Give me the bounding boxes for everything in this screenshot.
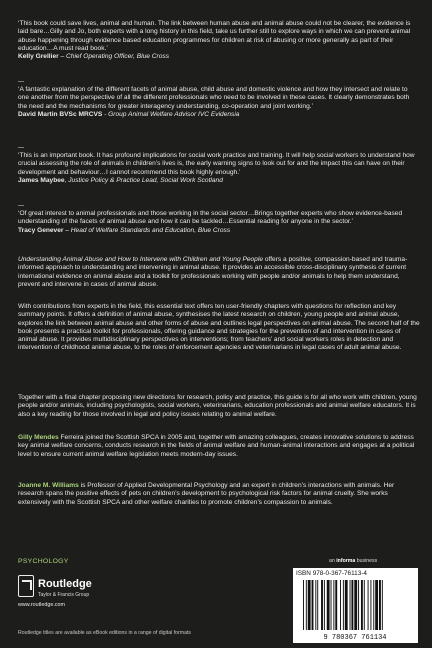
routledge-logo-icon bbox=[18, 575, 34, 597]
barcode-bar bbox=[379, 580, 381, 630]
quote-author-role: – Chief Operating Officer, Blue Cross bbox=[58, 53, 169, 61]
routledge-logo bbox=[18, 574, 92, 598]
quote-attribution bbox=[18, 177, 420, 185]
barcode-bar bbox=[364, 580, 365, 630]
quote-text: ‘This book could save lives, animal and human. The link between human abuse and animal abuse could not be clearer, the evidence is laid bare…Gilly and Jo, both experts with a long history in this field, take us further still to explore ways in which we can prevent animal abuse happening through evidence based education programmes for children at risk of abusing or more generally as part of their education…A must read book.’ bbox=[18, 20, 411, 52]
barcode-bar bbox=[370, 580, 371, 630]
quote-text: ‘This is an important book. It has profound implications for social work practice and training. It will help social workers to understand how crucial assessing the role of animals in children’s lives is, the early warning signs to look out for and the impact this can have on their development and behaviour…I cannot recommend this book highly enough.’ bbox=[18, 152, 415, 176]
quote-author-role: - Group Animal Welfare Advisor IVC Evidensia bbox=[102, 110, 240, 118]
endorsement-quote bbox=[18, 86, 420, 119]
publisher-name: Routledge bbox=[38, 578, 92, 590]
endorsement-quote bbox=[18, 20, 420, 61]
barcode-bar bbox=[375, 580, 378, 630]
barcode-bar bbox=[333, 580, 334, 630]
ebook-availability-note: Routledge titles are available as eBook editions in a range of digital formats bbox=[18, 630, 192, 636]
author-bio bbox=[18, 482, 420, 507]
quote-attribution bbox=[18, 111, 420, 119]
quote-text: ‘Of great interest to animal professionals and those working in the social sector…Brings together experts who show evidence-based understanding of the facets of animal abuse and how it can be tackled…Essential reading for anyone in the sector.’ bbox=[18, 210, 403, 226]
isbn-number: ISBN 978-0-367-76113-4 bbox=[296, 570, 367, 577]
book-description-intro bbox=[18, 256, 420, 289]
publisher-website: www.routledge.com bbox=[18, 602, 66, 608]
barcode-bar bbox=[368, 580, 369, 630]
barcode-bar bbox=[345, 580, 348, 630]
informa-prefix: an bbox=[329, 558, 335, 564]
barcode-digits: 9 780367 761134 bbox=[323, 634, 387, 642]
endorsement-quote bbox=[18, 210, 420, 235]
barcode-bar bbox=[350, 580, 351, 630]
barcode-bar bbox=[351, 580, 353, 630]
barcode-bar bbox=[382, 580, 383, 630]
author-name: Gilly Mendes bbox=[18, 434, 59, 441]
barcode-bar bbox=[343, 580, 344, 630]
book-description-paragraph: Together with a final chapter proposing new directions for research, policy and practice, this guide is for all who work with children, young people and/or animals, including psychologists, social workers, veterinarians, education professionals and animal welfare educators. It is also a key reading for those involved in legal and policy issues relating to animal welfare. bbox=[18, 394, 417, 418]
barcode-bar bbox=[340, 580, 341, 630]
barcode-bar bbox=[321, 580, 323, 630]
barcode-bar bbox=[358, 580, 359, 630]
isbn-barcode bbox=[293, 568, 418, 643]
barcode-bar bbox=[324, 580, 325, 630]
quote-author-role: – Head of Welfare Standards and Education, Blue Cross bbox=[63, 226, 231, 234]
barcode-bar bbox=[315, 580, 316, 630]
barcode-bar bbox=[331, 580, 332, 630]
quote-attribution bbox=[18, 227, 420, 235]
quote-author: David Martin BVSc MRCVS bbox=[18, 110, 103, 118]
endorsement-quote bbox=[18, 152, 420, 185]
subject-category: PSYCHOLOGY bbox=[18, 558, 69, 565]
quote-divider bbox=[18, 81, 24, 82]
barcode-bar bbox=[306, 580, 307, 630]
quote-author: Kelly Grellier bbox=[18, 53, 59, 61]
barcode-graphic bbox=[293, 568, 418, 643]
barcode-bar bbox=[373, 580, 374, 630]
author-bio-text: Ferreira joined the Scottish SPCA in 2005 and, together with amazing colleagues, creates innovative solutions to address key animal welfare concerns, conducts research in the fields of animal welfare and human-animal interactions and engages at a political level to ensure current animal welfare legislation meets modern-day issues. bbox=[18, 434, 415, 458]
barcode-bar bbox=[312, 580, 314, 630]
barcode-bar bbox=[317, 580, 318, 630]
barcode-bar bbox=[308, 580, 311, 630]
quote-author: Tracy Genever bbox=[18, 226, 64, 234]
publisher-group: Taylor & Francis Group bbox=[38, 592, 90, 598]
informa-name: informa bbox=[336, 558, 356, 564]
book-description-paragraph: With contributions from experts in the field, this essential text offers ten user-friendly chapters with questions for reflection and key summary points. It offers a definition of animal abuse, synthesises the latest research on children, young people and animal abuse, explores the link between animal abuse and other forms of abuse and outlines legal perspectives on animal abuse. The second half of the book presents a practical toolkit for professionals, offering guidance and strategies for the prevention of and intervention in cases of animal abuse. It provides multidisciplinary perspectives on interventions; from teachers’ and social workers roles in detection and intervention of childhood animal abuse, to the roles of enforcement agencies and veterinarians in legal cases of adult animal abuse. bbox=[18, 303, 420, 352]
quote-divider bbox=[18, 205, 24, 206]
intro-text: offers a positive, compassion-based and trauma-informed approach to understanding and intervening in animal abuse. It provides an accessible cross-disciplinary synthesis of current international evidence on animal abuse and a toolkit for professionals working with people and/or animals to help them understand, prevent and intervene in cases of animal abuse. bbox=[18, 256, 408, 288]
barcode-bar bbox=[361, 580, 363, 630]
informa-business-label bbox=[329, 558, 377, 564]
quote-attribution bbox=[18, 53, 420, 61]
informa-suffix: business bbox=[356, 558, 378, 564]
author-bio-text: is Professor of Applied Developmental Psychology and an expert in children’s interactions with animals. Her research spans the positive effects of pets on children’s development to psychological risk factors for animal cruelty. She works extensively with the Scottish SPCA and other welfare charities to promote children’s compassion to animals. bbox=[18, 482, 395, 506]
book-title-italic: Understanding Animal Abuse and How to Intervene with Children and Young People bbox=[18, 256, 263, 263]
quote-text: ‘A fantastic explanation of the different facets of animal abuse, child abuse and domestic violence and how they intersect and relate to one another from the perspective of all the different professionals who need to be involved in these cases. It clearly demonstrates both the need and the mechanisms for greater interagency understanding, co-operation and joint working.’ bbox=[18, 86, 410, 110]
barcode-bar bbox=[335, 580, 337, 630]
quote-divider bbox=[18, 147, 24, 148]
author-name: Joanne M. Williams bbox=[18, 482, 79, 489]
quote-author: James Maybee bbox=[18, 176, 65, 184]
barcode-bar bbox=[327, 580, 330, 630]
quote-author-role: , Justice Policy & Practice Lead, Social Work Scotland bbox=[64, 176, 223, 184]
barcode-bar bbox=[354, 580, 357, 630]
author-bio bbox=[18, 434, 420, 459]
barcode-bar bbox=[303, 580, 304, 630]
